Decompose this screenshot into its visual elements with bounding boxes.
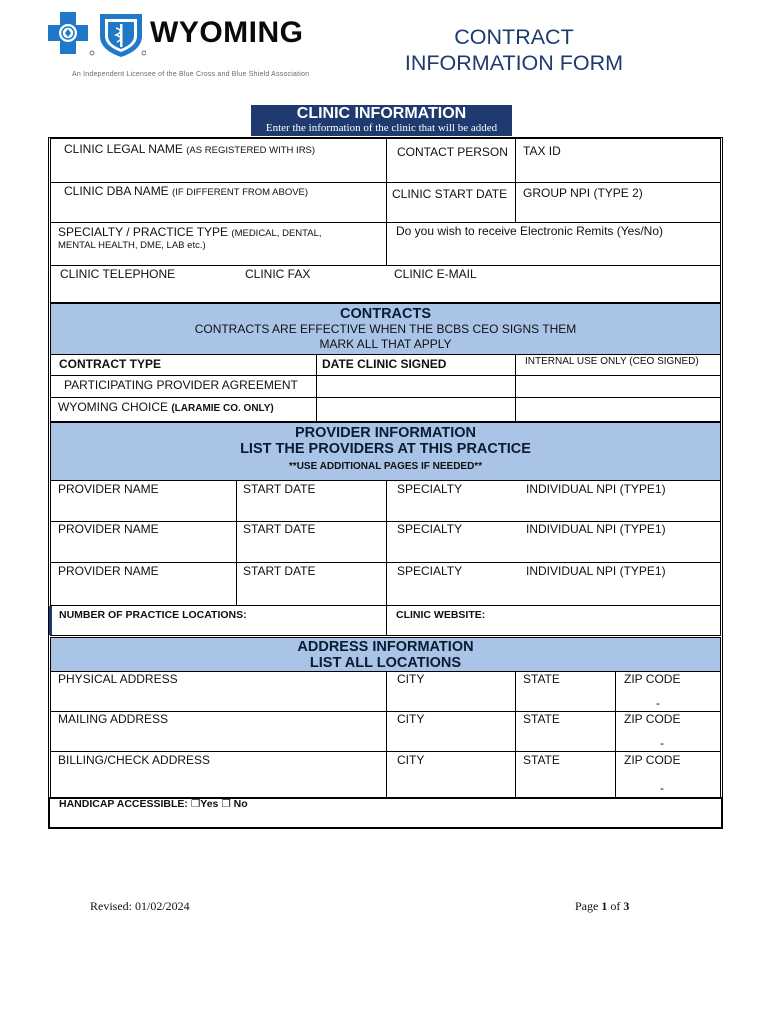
mailing-zip-label: ZIP CODE [624,712,681,726]
revised-date: Revised: 01/02/2024 [90,899,190,913]
provider-1-npi-label: INDIVIDUAL NPI (TYPE1) [526,482,666,496]
contracts-effective-note: CONTRACTS ARE EFFECTIVE WHEN THE BCBS CEO SIGNS THEM [194,322,577,336]
blue-cross-blue-shield-icon [46,10,146,58]
mailing-zip-dash: - [660,736,664,750]
contracts-title: CONTRACTS [339,306,432,322]
clinic-dba-name-label: CLINIC DBA NAME (IF DIFFERENT FROM ABOVE) [64,184,309,198]
handicap-yes-checkbox[interactable]: ❐ [190,798,201,810]
practice-locations-label: NUMBER OF PRACTICE LOCATIONS: [59,609,247,621]
provider-subtitle: LIST THE PROVIDERS AT THIS PRACTICE [240,441,531,457]
brand-tagline: An Independent Licensee of the Blue Cross and Blue Shield Association [72,71,310,78]
contract-type-label: CONTRACT TYPE [59,357,161,371]
page-number: Page 1 of 3 [575,899,630,913]
clinic-telephone-label: CLINIC TELEPHONE [60,267,176,281]
billing-address-label: BILLING/CHECK ADDRESS [58,753,211,767]
form-title-line2: INFORMATION FORM [404,51,624,75]
provider-3-npi-label: INDIVIDUAL NPI (TYPE1) [526,564,666,578]
handicap-no-checkbox[interactable]: ❐ [221,798,231,810]
physical-zip-dash: - [656,696,660,710]
provider-1-name-label: PROVIDER NAME [58,482,159,496]
contact-person-label: CONTACT PERSON [397,145,508,159]
specialty-practice-type-note: MENTAL HEALTH, DME, LAB etc.) [58,240,206,251]
clinic-section-subtitle: Enter the information of the clinic that will be added [265,122,498,134]
wyoming-choice-label: WYOMING CHOICE (LARAMIE CO. ONLY) [58,400,274,414]
physical-zip-label: ZIP CODE [624,672,681,686]
billing-city-label: CITY [397,753,425,767]
contracts-header [50,303,721,355]
handicap-no-label: No [233,798,248,810]
provider-3-name-label: PROVIDER NAME [58,564,159,578]
address-subtitle: LIST ALL LOCATIONS [309,655,462,671]
physical-city-label: CITY [397,672,425,686]
billing-zip-dash: - [660,781,664,795]
address-header [50,637,721,672]
billing-zip-label: ZIP CODE [624,753,681,767]
clinic-email-field[interactable] [392,282,712,300]
date-clinic-signed-label: DATE CLINIC SIGNED [322,357,447,371]
tax-id-label: TAX ID [523,144,561,158]
provider-header [50,422,721,481]
provider-2-npi-label: INDIVIDUAL NPI (TYPE1) [526,522,666,536]
handicap-yes-label: Yes [200,798,219,810]
provider-3-specialty-label: SPECIALTY [397,564,463,578]
physical-state-label: STATE [523,672,560,686]
form-title [384,24,644,76]
provider-2-specialty-label: SPECIALTY [397,522,463,536]
provider-1-specialty-label: SPECIALTY [397,482,463,496]
physical-address-label: PHYSICAL ADDRESS [58,672,178,686]
specialty-practice-type-label: SPECIALTY / PRACTICE TYPE (MEDICAL, DENTAL, [58,225,322,239]
clinic-section-title: CLINIC INFORMATION [296,105,467,122]
clinic-start-date-label: CLINIC START DATE [392,187,508,201]
group-npi-label: GROUP NPI (TYPE 2) [523,186,643,200]
electronic-remits-label: Do you wish to receive Electronic Remits (Yes/No) [396,224,663,238]
clinic-website-label: CLINIC WEBSITE: [396,609,486,621]
participating-agreement-date-field[interactable] [316,375,516,398]
internal-use-label: INTERNAL USE ONLY (CEO SIGNED) [525,356,699,367]
clinic-section-header [251,105,512,136]
provider-3-start-date-label: START DATE [243,564,316,578]
mailing-address-label: MAILING ADDRESS [58,712,169,726]
mailing-city-label: CITY [397,712,425,726]
participating-agreement-internal-field [515,375,721,398]
clinic-legal-name-label: CLINIC LEGAL NAME (AS REGISTERED WITH IRS) [64,142,316,156]
mailing-state-label: STATE [523,712,560,726]
bcbs-logo [46,10,146,58]
contracts-mark-note: MARK ALL THAT APPLY [319,337,452,351]
wyoming-choice-internal-field [515,397,721,422]
provider-1-start-date-label: START DATE [243,482,316,496]
locations-left-accent [49,606,52,635]
address-title: ADDRESS INFORMATION [297,639,474,655]
clinic-email-label: CLINIC E-MAIL [394,267,477,281]
handicap-accessible [59,798,248,810]
provider-2-start-date-label: START DATE [243,522,316,536]
clinic-telephone-field[interactable] [56,282,236,300]
clinic-fax-field[interactable] [242,282,382,300]
provider-additional-pages-note: **USE ADDITIONAL PAGES IF NEEDED** [288,461,483,472]
handicap-accessible-label: HANDICAP ACCESSIBLE: [59,798,188,810]
brand-name: WYOMING [150,16,304,49]
form-title-line1: CONTRACT [454,25,574,49]
provider-2-name-label: PROVIDER NAME [58,522,159,536]
provider-title: PROVIDER INFORMATION [295,425,476,441]
billing-state-label: STATE [523,753,560,767]
participating-agreement-label: PARTICIPATING PROVIDER AGREEMENT [64,378,298,392]
clinic-fax-label: CLINIC FAX [245,267,311,281]
wyoming-choice-date-field[interactable] [316,397,516,422]
